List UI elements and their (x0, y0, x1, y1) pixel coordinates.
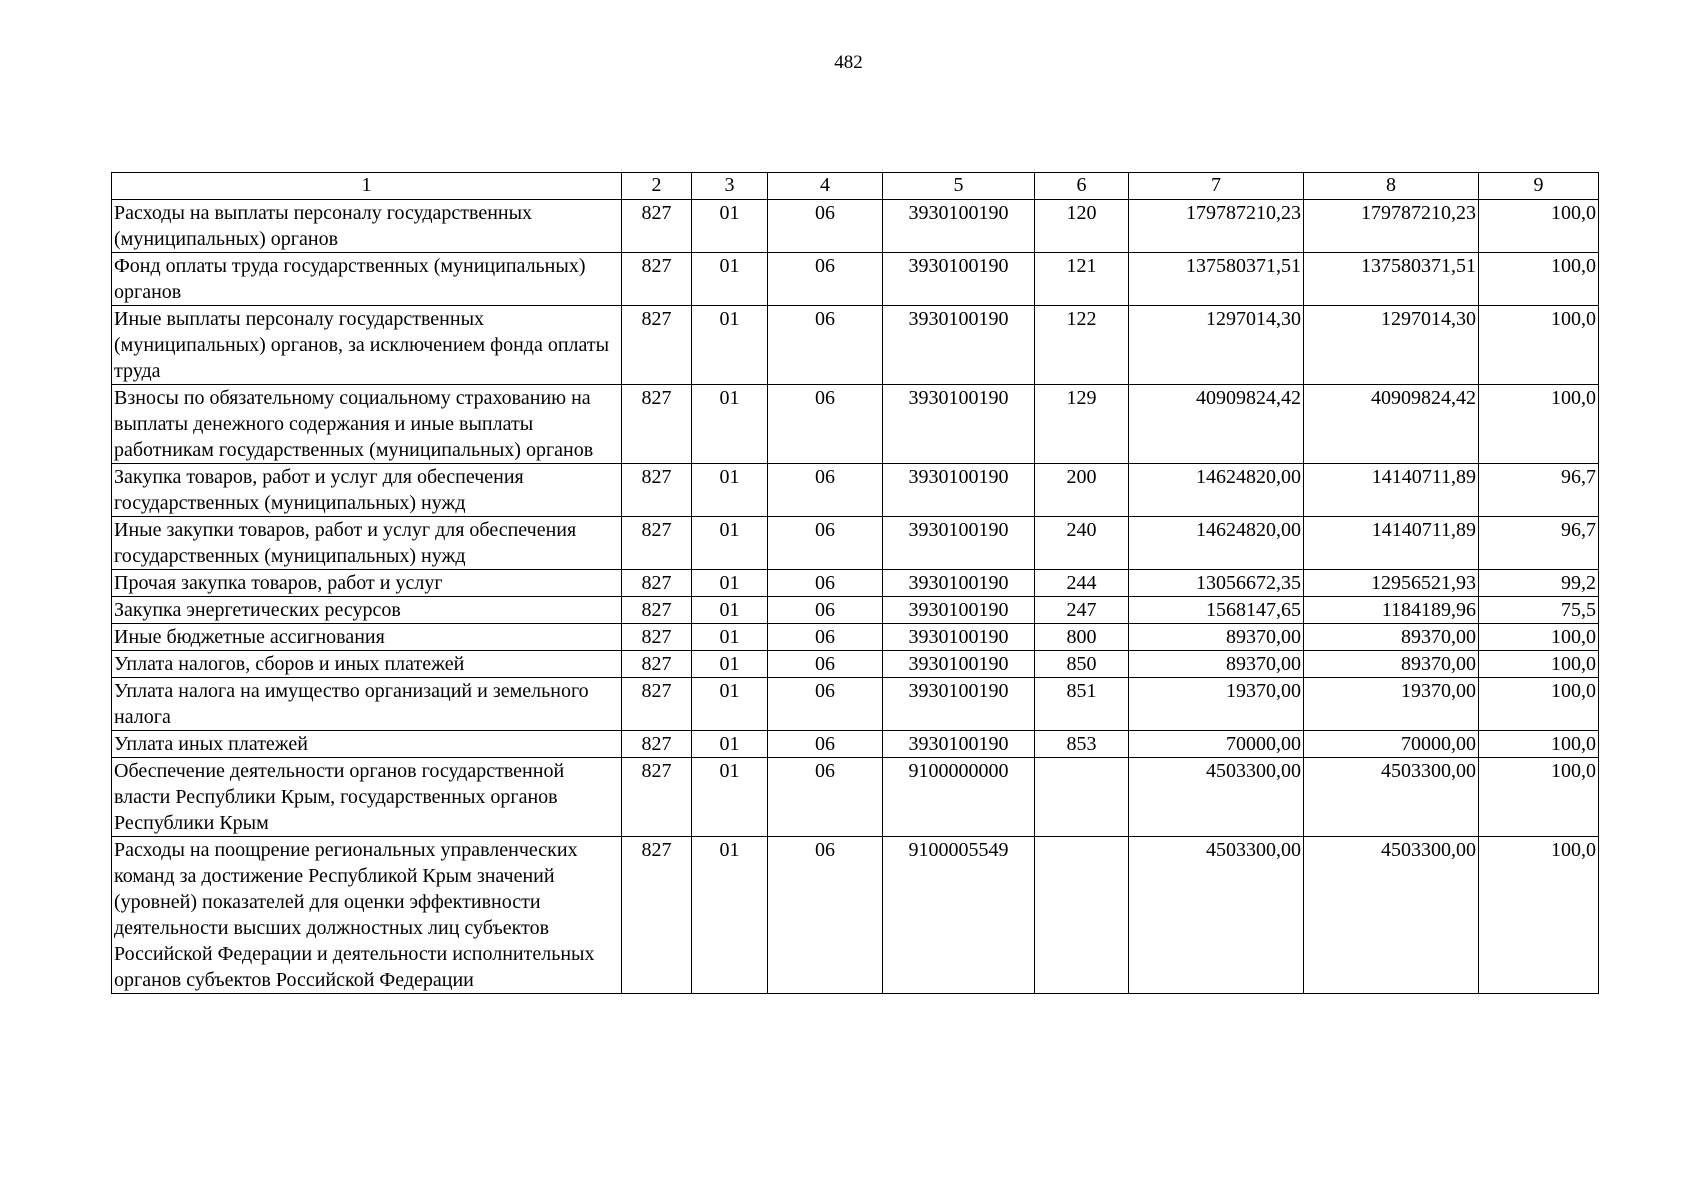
row-name-cell: Уплата иных платежей (112, 731, 622, 758)
code-cell: 06 (768, 306, 883, 385)
table-row (112, 517, 1599, 570)
table-row (112, 597, 1599, 624)
percent-cell: 75,5 (1479, 597, 1599, 624)
table-row (112, 731, 1599, 758)
code-cell: 827 (622, 306, 692, 385)
actual-amount-cell: 4503300,00 (1304, 758, 1479, 837)
code-cell: 3930100190 (883, 464, 1035, 517)
row-name-cell: Расходы на поощрение региональных управленческих команд за достижение Республикой Крым значений (уровней) показателей для оценки эффективности деятельности высших должностных лиц субъектов Российской Федерации и деятельности исполнительных органов субъектов Российской Федерации (112, 837, 622, 994)
code-cell: 3930100190 (883, 306, 1035, 385)
row-name-cell: Фонд оплаты труда государственных (муниципальных) органов (112, 253, 622, 306)
percent-cell: 100,0 (1479, 731, 1599, 758)
code-cell: 06 (768, 570, 883, 597)
code-cell: 129 (1035, 385, 1129, 464)
code-cell: 121 (1035, 253, 1129, 306)
planned-amount-cell: 70000,00 (1129, 731, 1304, 758)
code-cell: 827 (622, 385, 692, 464)
percent-cell: 100,0 (1479, 758, 1599, 837)
budget-table (111, 172, 1599, 994)
code-cell: 827 (622, 570, 692, 597)
planned-amount-cell: 14624820,00 (1129, 517, 1304, 570)
code-cell: 06 (768, 678, 883, 731)
code-cell: 01 (692, 651, 768, 678)
code-cell: 827 (622, 517, 692, 570)
column-header: 6 (1035, 173, 1129, 200)
code-cell: 247 (1035, 597, 1129, 624)
code-cell: 01 (692, 624, 768, 651)
actual-amount-cell: 14140711,89 (1304, 464, 1479, 517)
code-cell: 3930100190 (883, 651, 1035, 678)
row-name-cell: Иные бюджетные ассигнования (112, 624, 622, 651)
code-cell: 3930100190 (883, 517, 1035, 570)
row-name-cell: Иные закупки товаров, работ и услуг для обеспечения государственных (муниципальных) нужд (112, 517, 622, 570)
planned-amount-cell: 137580371,51 (1129, 253, 1304, 306)
code-cell: 06 (768, 651, 883, 678)
code-cell: 01 (692, 253, 768, 306)
actual-amount-cell: 19370,00 (1304, 678, 1479, 731)
code-cell: 244 (1035, 570, 1129, 597)
percent-cell: 100,0 (1479, 253, 1599, 306)
row-name-cell: Обеспечение деятельности органов государственной власти Республики Крым, государственных органов Республики Крым (112, 758, 622, 837)
row-name-cell: Закупка товаров, работ и услуг для обеспечения государственных (муниципальных) нужд (112, 464, 622, 517)
code-cell: 827 (622, 253, 692, 306)
planned-amount-cell: 4503300,00 (1129, 837, 1304, 994)
code-cell: 06 (768, 624, 883, 651)
table-row (112, 678, 1599, 731)
row-name-cell: Иные выплаты персоналу государственных (муниципальных) органов, за исключением фонда оплаты труда (112, 306, 622, 385)
column-header: 4 (768, 173, 883, 200)
code-cell: 06 (768, 517, 883, 570)
percent-cell: 96,7 (1479, 517, 1599, 570)
code-cell: 120 (1035, 200, 1129, 253)
table-row (112, 253, 1599, 306)
percent-cell: 100,0 (1479, 651, 1599, 678)
actual-amount-cell: 70000,00 (1304, 731, 1479, 758)
row-name-cell: Закупка энергетических ресурсов (112, 597, 622, 624)
row-name-cell: Уплата налогов, сборов и иных платежей (112, 651, 622, 678)
code-cell: 06 (768, 597, 883, 624)
column-header: 7 (1129, 173, 1304, 200)
actual-amount-cell: 14140711,89 (1304, 517, 1479, 570)
code-cell: 9100005549 (883, 837, 1035, 994)
code-cell: 01 (692, 731, 768, 758)
table-row (112, 306, 1599, 385)
percent-cell: 100,0 (1479, 200, 1599, 253)
row-name-cell: Прочая закупка товаров, работ и услуг (112, 570, 622, 597)
code-cell: 851 (1035, 678, 1129, 731)
code-cell: 827 (622, 678, 692, 731)
percent-cell: 100,0 (1479, 306, 1599, 385)
planned-amount-cell: 1568147,65 (1129, 597, 1304, 624)
percent-cell: 100,0 (1479, 837, 1599, 994)
code-cell (1035, 758, 1129, 837)
code-cell: 01 (692, 597, 768, 624)
code-cell: 01 (692, 517, 768, 570)
code-cell: 01 (692, 200, 768, 253)
code-cell: 3930100190 (883, 385, 1035, 464)
actual-amount-cell: 4503300,00 (1304, 837, 1479, 994)
code-cell: 06 (768, 385, 883, 464)
code-cell: 01 (692, 678, 768, 731)
code-cell: 827 (622, 758, 692, 837)
code-cell: 200 (1035, 464, 1129, 517)
code-cell: 827 (622, 837, 692, 994)
code-cell: 06 (768, 253, 883, 306)
code-cell: 827 (622, 624, 692, 651)
column-header: 2 (622, 173, 692, 200)
column-header: 9 (1479, 173, 1599, 200)
code-cell: 06 (768, 758, 883, 837)
row-name-cell: Расходы на выплаты персоналу государственных (муниципальных) органов (112, 200, 622, 253)
planned-amount-cell: 40909824,42 (1129, 385, 1304, 464)
percent-cell: 100,0 (1479, 385, 1599, 464)
table-header (112, 173, 1599, 200)
column-header: 3 (692, 173, 768, 200)
planned-amount-cell: 14624820,00 (1129, 464, 1304, 517)
code-cell: 3930100190 (883, 597, 1035, 624)
actual-amount-cell: 1184189,96 (1304, 597, 1479, 624)
percent-cell: 99,2 (1479, 570, 1599, 597)
actual-amount-cell: 137580371,51 (1304, 253, 1479, 306)
planned-amount-cell: 13056672,35 (1129, 570, 1304, 597)
row-name-cell: Уплата налога на имущество организаций и земельного налога (112, 678, 622, 731)
code-cell: 827 (622, 464, 692, 517)
code-cell: 3930100190 (883, 678, 1035, 731)
code-cell: 01 (692, 385, 768, 464)
code-cell: 240 (1035, 517, 1129, 570)
code-cell: 122 (1035, 306, 1129, 385)
code-cell: 01 (692, 837, 768, 994)
code-cell: 3930100190 (883, 570, 1035, 597)
actual-amount-cell: 40909824,42 (1304, 385, 1479, 464)
header-row (112, 173, 1599, 200)
code-cell: 9100000000 (883, 758, 1035, 837)
actual-amount-cell: 1297014,30 (1304, 306, 1479, 385)
code-cell: 06 (768, 837, 883, 994)
code-cell: 827 (622, 200, 692, 253)
code-cell: 850 (1035, 651, 1129, 678)
code-cell: 06 (768, 731, 883, 758)
planned-amount-cell: 89370,00 (1129, 651, 1304, 678)
planned-amount-cell: 4503300,00 (1129, 758, 1304, 837)
code-cell: 827 (622, 597, 692, 624)
table-row (112, 200, 1599, 253)
code-cell: 3930100190 (883, 200, 1035, 253)
code-cell: 3930100190 (883, 624, 1035, 651)
percent-cell: 96,7 (1479, 464, 1599, 517)
table-row (112, 837, 1599, 994)
table-row (112, 651, 1599, 678)
table-row (112, 624, 1599, 651)
table-row (112, 464, 1599, 517)
table-body (112, 200, 1599, 994)
table-row (112, 758, 1599, 837)
code-cell: 800 (1035, 624, 1129, 651)
code-cell: 853 (1035, 731, 1129, 758)
code-cell: 3930100190 (883, 253, 1035, 306)
code-cell: 06 (768, 200, 883, 253)
planned-amount-cell: 19370,00 (1129, 678, 1304, 731)
code-cell: 01 (692, 570, 768, 597)
code-cell: 06 (768, 464, 883, 517)
code-cell: 01 (692, 758, 768, 837)
table-row (112, 570, 1599, 597)
column-header: 1 (112, 173, 622, 200)
percent-cell: 100,0 (1479, 624, 1599, 651)
row-name-cell: Взносы по обязательному социальному страхованию на выплаты денежного содержания и иные выплаты работникам государственных (муниципальных) органов (112, 385, 622, 464)
page-number: 482 (834, 52, 863, 73)
planned-amount-cell: 179787210,23 (1129, 200, 1304, 253)
code-cell: 01 (692, 464, 768, 517)
column-header: 5 (883, 173, 1035, 200)
planned-amount-cell: 89370,00 (1129, 624, 1304, 651)
actual-amount-cell: 12956521,93 (1304, 570, 1479, 597)
planned-amount-cell: 1297014,30 (1129, 306, 1304, 385)
code-cell (1035, 837, 1129, 994)
column-header: 8 (1304, 173, 1479, 200)
table-row (112, 385, 1599, 464)
code-cell: 3930100190 (883, 731, 1035, 758)
percent-cell: 100,0 (1479, 678, 1599, 731)
actual-amount-cell: 179787210,23 (1304, 200, 1479, 253)
actual-amount-cell: 89370,00 (1304, 651, 1479, 678)
actual-amount-cell: 89370,00 (1304, 624, 1479, 651)
code-cell: 827 (622, 651, 692, 678)
code-cell: 01 (692, 306, 768, 385)
code-cell: 827 (622, 731, 692, 758)
